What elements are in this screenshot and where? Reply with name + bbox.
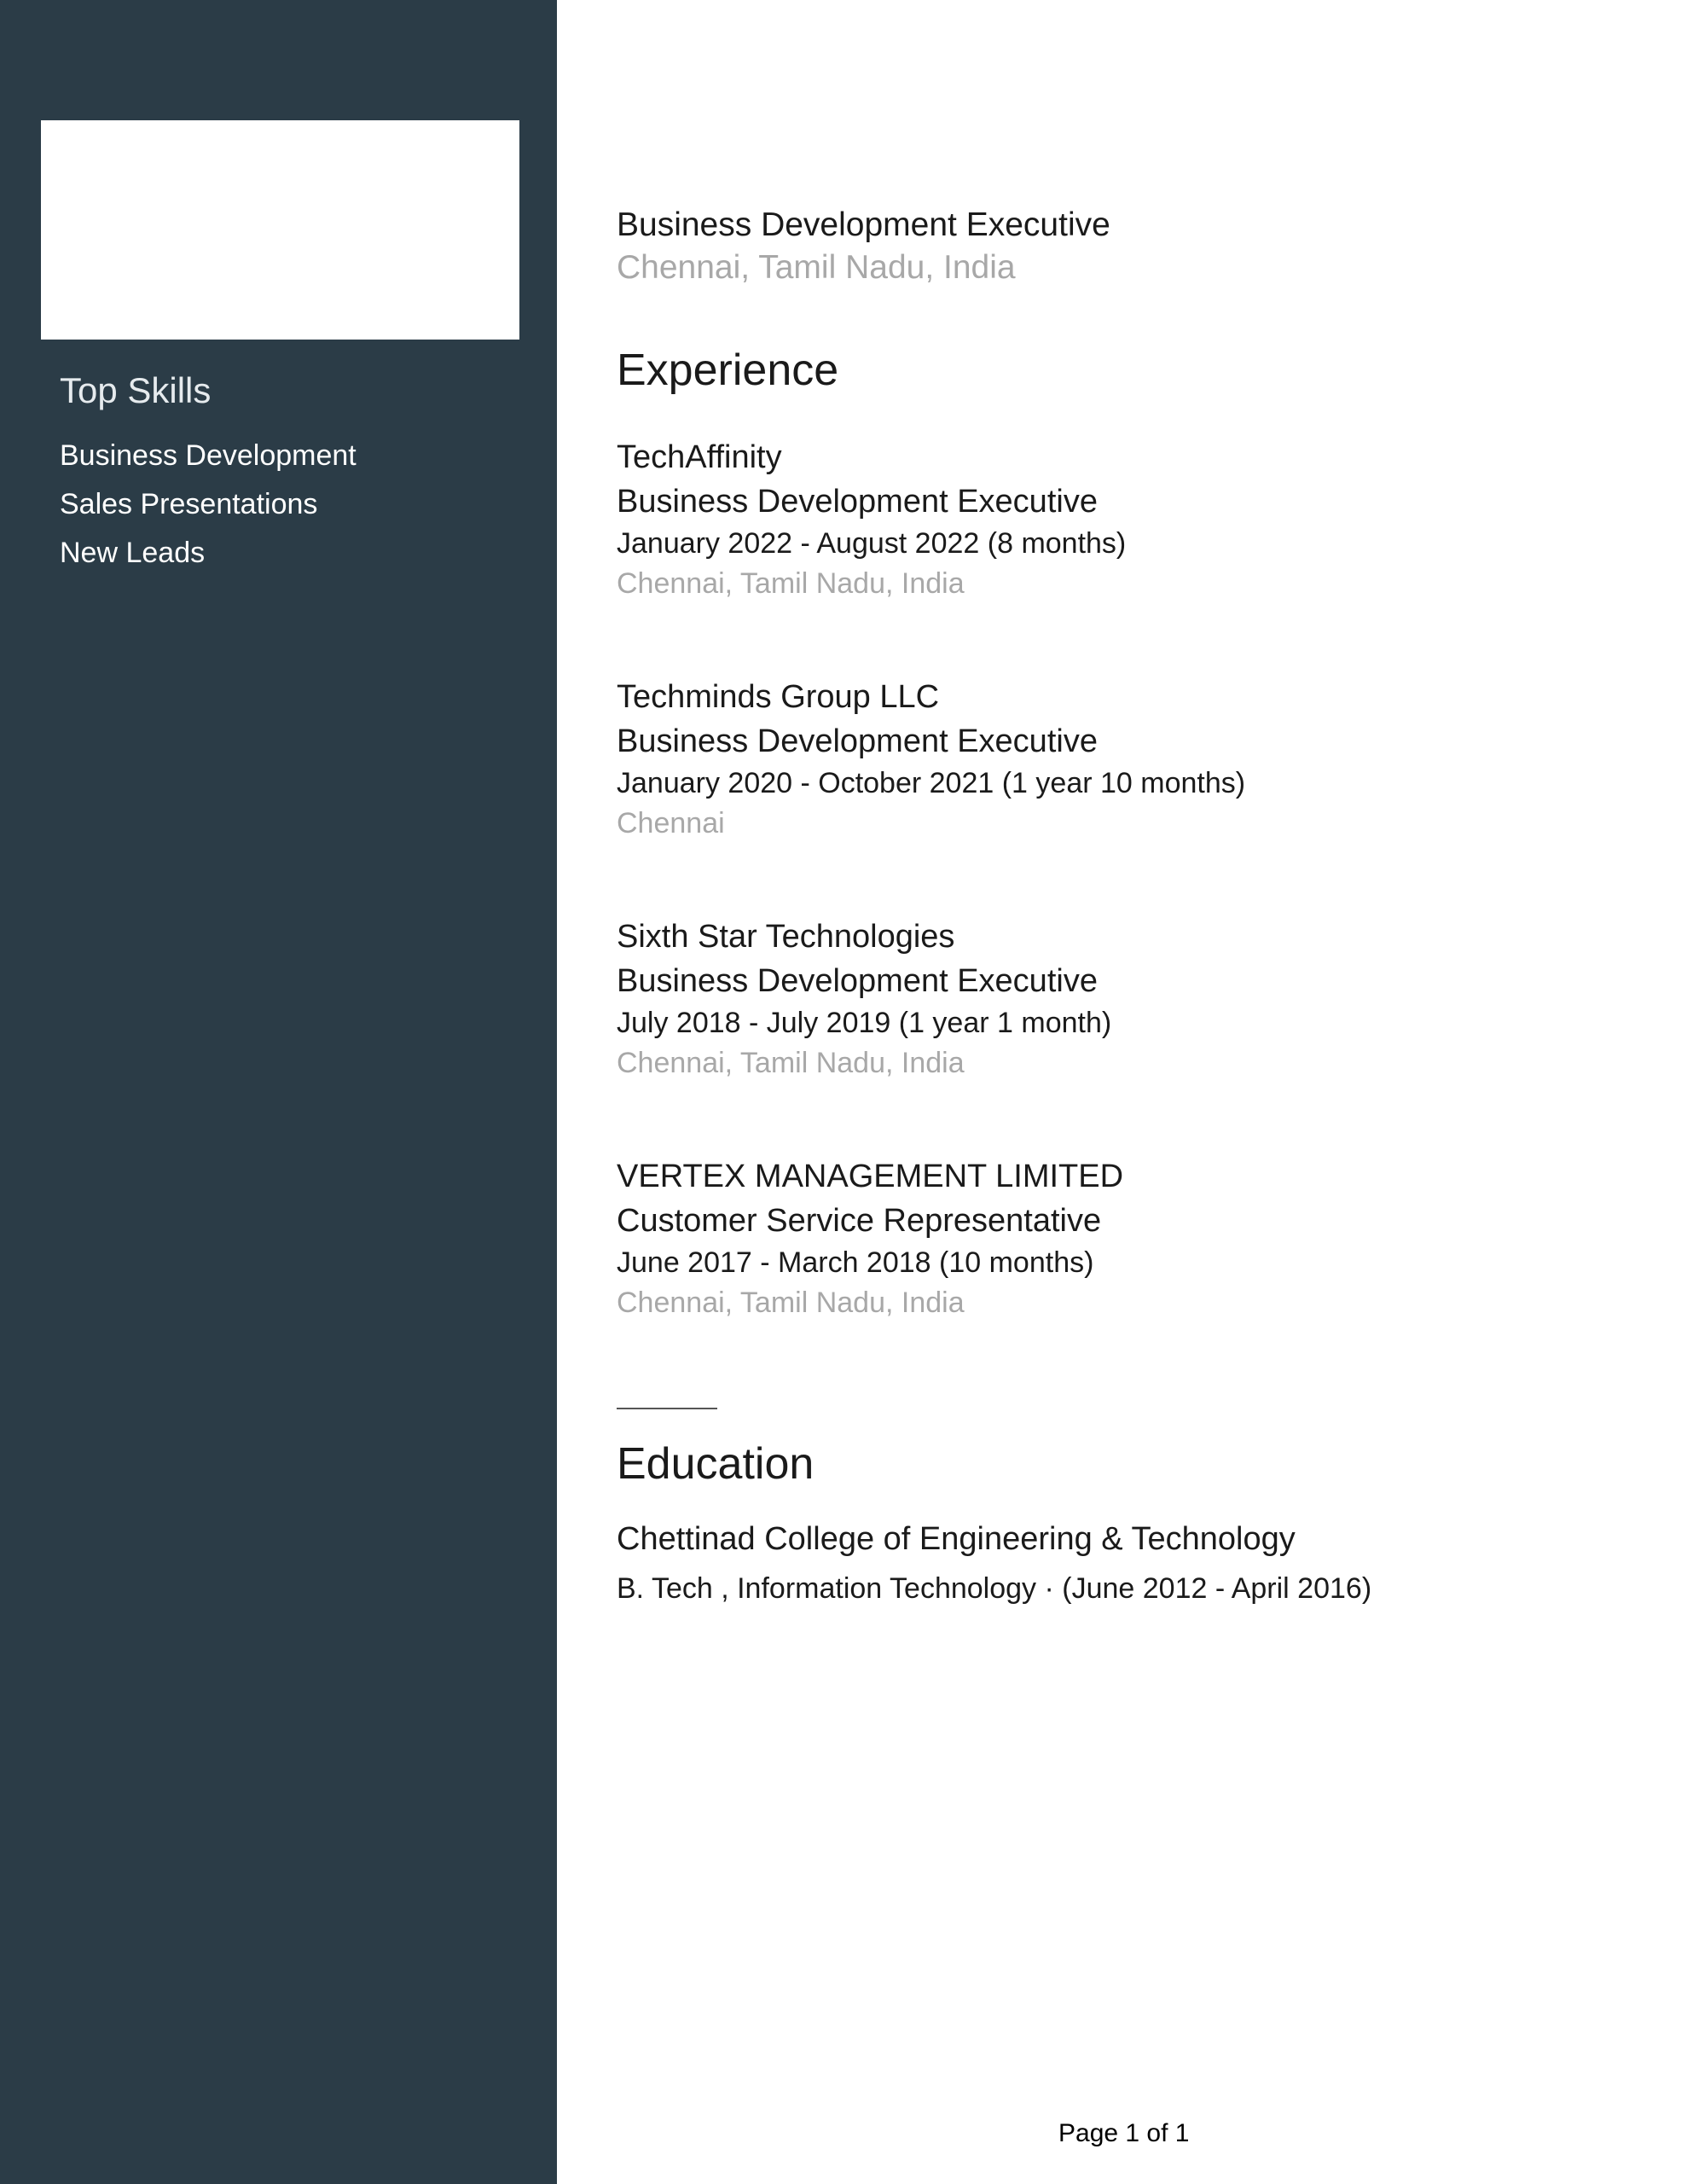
job-company: Sixth Star Technologies [617, 919, 955, 955]
job-company: TechAffinity [617, 439, 782, 475]
job-title: Business Development Executive [617, 963, 1098, 999]
skills-list [60, 432, 357, 578]
job-dates: July 2018 - July 2019 (1 year 1 month) [617, 1007, 1112, 1039]
skill-item: Sales Presentations [60, 488, 318, 520]
education-heading: Education [617, 1439, 815, 1489]
job-title: Business Development Executive [617, 723, 1098, 759]
job-location: Chennai, Tamil Nadu, India [617, 567, 965, 600]
education-school: Chettinad College of Engineering & Technology [617, 1521, 1296, 1557]
job-company: Techminds Group LLC [617, 679, 940, 715]
experience-heading: Experience [617, 346, 839, 395]
job-title: Business Development Executive [617, 484, 1098, 520]
job-location: Chennai, Tamil Nadu, India [617, 1047, 965, 1079]
profile-headline: Business Development Executive [617, 206, 1110, 243]
job-entry [617, 1154, 1123, 1323]
job-location: Chennai [617, 807, 725, 839]
sidebar [0, 0, 557, 2184]
page-number: Page 1 of 1 [1058, 2119, 1190, 2147]
job-entry [617, 675, 1245, 844]
skill-item: Business Development [60, 439, 357, 472]
job-location: Chennai, Tamil Nadu, India [617, 1287, 965, 1319]
job-entry [617, 915, 1111, 1083]
job-title: Customer Service Representative [617, 1203, 1102, 1239]
education-degree: B. Tech , Information Technology · (June 2012 - April 2016) [617, 1572, 1372, 1605]
job-company: VERTEX MANAGEMENT LIMITED [617, 1159, 1124, 1194]
skill-item: New Leads [60, 537, 206, 569]
job-entry [617, 435, 1126, 604]
section-divider [617, 1408, 717, 1409]
profile-photo-placeholder [41, 120, 519, 340]
job-dates: January 2022 - August 2022 (8 months) [617, 527, 1127, 560]
job-dates: June 2017 - March 2018 (10 months) [617, 1246, 1094, 1279]
job-dates: January 2020 - October 2021 (1 year 10 months) [617, 767, 1246, 799]
profile-location: Chennai, Tamil Nadu, India [617, 249, 1016, 286]
top-skills-heading: Top Skills [60, 370, 212, 410]
